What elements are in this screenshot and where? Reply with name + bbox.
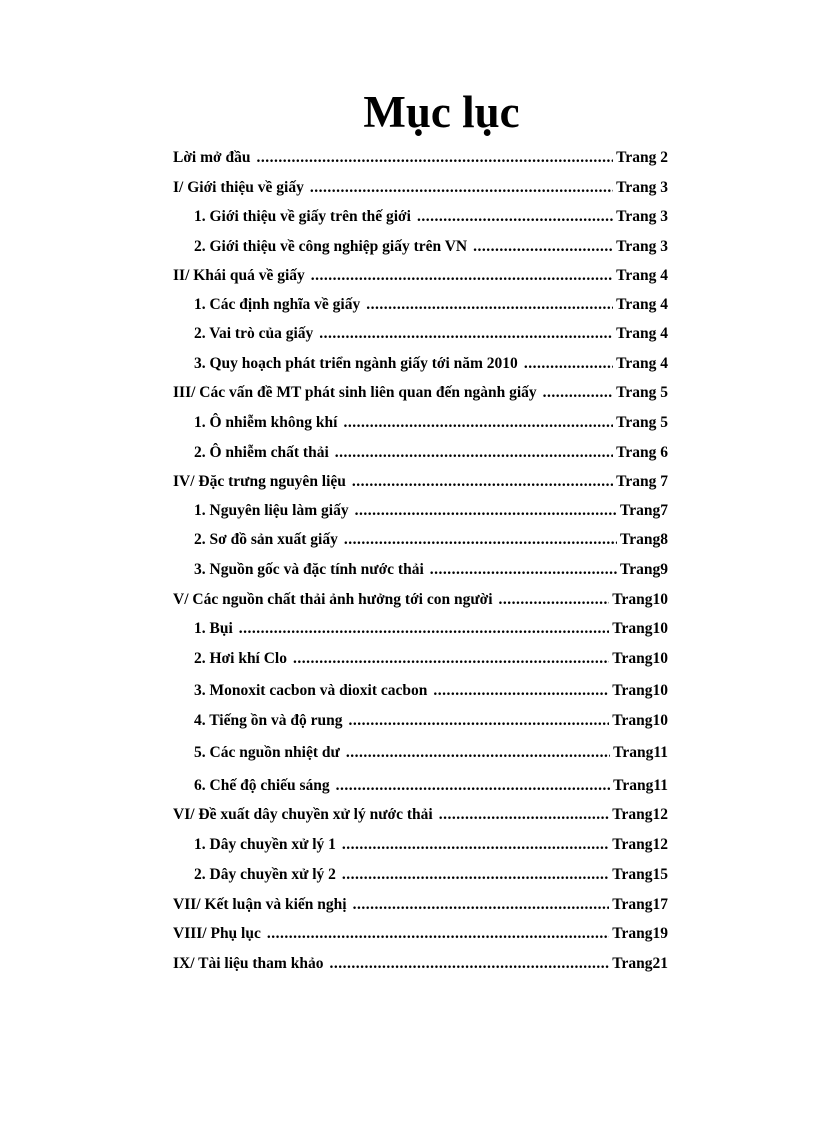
toc-dot-leader (335, 442, 613, 464)
toc-dot-leader (346, 742, 610, 764)
toc-entry (173, 471, 668, 493)
toc-entry-page: Trang 4 (616, 325, 668, 342)
toc-entry-page: Trang10 (612, 650, 668, 667)
toc-entry-page: Trang17 (612, 896, 668, 913)
toc-dot-leader (310, 177, 613, 199)
toc-entry-label: IV/ Đặc trưng nguyên liệu (173, 473, 346, 490)
toc-entry-label: Lời mở đầu (173, 149, 251, 166)
toc-entry-label: VI/ Đề xuất dây chuyền xử lý nước thải (173, 806, 433, 823)
toc-entry (173, 648, 668, 670)
toc-dot-leader (319, 323, 613, 345)
toc-entry (173, 382, 668, 404)
toc-entry-page: Trang10 (612, 620, 668, 637)
toc-entry-page: Trang 2 (616, 149, 668, 166)
toc-entry-label: 3. Monoxit cacbon và dioxit cacbon (194, 682, 428, 699)
toc-dot-leader (336, 775, 611, 797)
toc-entry-label: 2. Sơ đồ sản xuất giấy (194, 531, 338, 548)
toc-entry-label: 1. Ô nhiễm không khí (194, 414, 338, 431)
toc-entry-page: Trang12 (612, 806, 668, 823)
toc-entry-page: Trang12 (612, 836, 668, 853)
toc-entry-page: Trang 4 (616, 296, 668, 313)
toc-entry-page: Trang9 (620, 561, 668, 578)
toc-entry-label: VII/ Kết luận và kiến nghị (173, 896, 347, 913)
toc-dot-leader (430, 559, 617, 581)
toc-entry-label: 6. Chế độ chiếu sáng (194, 777, 330, 794)
toc-dot-leader (433, 680, 609, 702)
toc-dot-leader (473, 236, 613, 258)
toc-entry (173, 353, 668, 375)
toc-entry (173, 894, 668, 916)
toc-entry (173, 323, 668, 345)
toc-dot-leader (267, 923, 609, 945)
page-title: Mục lục (363, 87, 520, 137)
toc-entry-page: Trang21 (612, 955, 668, 972)
toc-dot-leader (355, 500, 617, 522)
toc-entry-page: Trang 5 (616, 414, 668, 431)
toc-entry (173, 559, 668, 581)
toc-entry-page: Trang 7 (616, 473, 668, 490)
toc-entry-label: III/ Các vấn đề MT phát sinh liên quan đến ngành giấy (173, 384, 537, 401)
toc-entry (173, 923, 668, 945)
toc-entry-label: 1. Dây chuyền xử lý 1 (194, 836, 336, 853)
toc-dot-leader (352, 471, 613, 493)
toc-entry (173, 589, 668, 611)
toc-entry (173, 236, 668, 258)
toc-dot-leader (311, 265, 613, 287)
toc-entry-label: 2. Vai trò của giấy (194, 325, 314, 342)
toc-dot-leader (524, 353, 613, 375)
toc-entry-page: Trang 3 (616, 179, 668, 196)
toc-entry (173, 775, 668, 797)
toc-entry-page: Trang19 (612, 925, 668, 942)
toc-entry (173, 147, 668, 169)
toc-entry-label: 2. Giới thiệu về công nghiệp giấy trên VN (194, 238, 468, 255)
toc-dot-leader (256, 147, 613, 169)
toc-entry-page: Trang15 (612, 866, 668, 883)
toc-entry-label: I/ Giới thiệu về giấy (173, 179, 304, 196)
toc-dot-leader (293, 648, 609, 670)
toc-entry-page: Trang7 (620, 502, 668, 519)
toc-entry (173, 442, 668, 464)
toc-entry-page: Trang 3 (616, 208, 668, 225)
toc-entry (173, 265, 668, 287)
toc-entry-label: 4. Tiếng ồn và độ rung (194, 712, 343, 729)
toc-entry (173, 500, 668, 522)
toc-entry (173, 710, 668, 732)
toc-entry (173, 804, 668, 826)
toc-entry-label: 1. Các định nghĩa về giấy (194, 296, 361, 313)
toc-entry-label: 1. Nguyên liệu làm giấy (194, 502, 349, 519)
toc-dot-leader (329, 953, 609, 975)
toc-entry-label: 5. Các nguồn nhiệt dư (194, 744, 340, 761)
toc-dot-leader (417, 206, 613, 228)
toc-dot-leader (348, 710, 609, 732)
toc-dot-leader (499, 589, 610, 611)
toc-entry-page: Trang 5 (616, 384, 668, 401)
toc-dot-leader (343, 412, 613, 434)
toc-dot-leader (342, 864, 609, 886)
toc-entry (173, 953, 668, 975)
toc-entry (173, 412, 668, 434)
toc-entry (173, 834, 668, 856)
toc-entry-page: Trang11 (613, 744, 668, 761)
toc-entry (173, 742, 668, 764)
toc-dot-leader (353, 894, 610, 916)
toc-dot-leader (344, 529, 617, 551)
toc-entry-page: Trang11 (613, 777, 668, 794)
toc-entry-label: II/ Khái quá về giấy (173, 267, 305, 284)
toc-entry-label: 3. Quy hoạch phát triển ngành giấy tới năm 2010 (194, 355, 518, 372)
toc-entry-label: IX/ Tài liệu tham khảo (173, 955, 324, 972)
toc-entry-label: 2. Ô nhiễm chất thải (194, 444, 329, 461)
toc-entry (173, 206, 668, 228)
toc-entry-page: Trang10 (612, 682, 668, 699)
toc-entry-page: Trang 4 (616, 355, 668, 372)
toc-entry (173, 618, 668, 640)
toc-entry (173, 680, 668, 702)
toc-entry-label: V/ Các nguồn chất thải ảnh hưởng tới con người (173, 591, 493, 608)
toc-dot-leader (439, 804, 610, 826)
toc-entry-page: Trang10 (612, 591, 668, 608)
toc-dot-leader (543, 382, 614, 404)
toc-entry-page: Trang8 (620, 531, 668, 548)
toc-dot-leader (366, 294, 613, 316)
toc-entry-page: Trang 4 (616, 267, 668, 284)
toc-entry (173, 177, 668, 199)
toc-entry-page: Trang10 (612, 712, 668, 729)
toc-entry-label: 1. Bụi (194, 620, 233, 637)
toc-entry-label: 2. Hơi khí Clo (194, 650, 287, 667)
toc-entry-label: 1. Giới thiệu về giấy trên thế giới (194, 208, 411, 225)
toc-entry (173, 529, 668, 551)
toc-entry-label: VIII/ Phụ lục (173, 925, 261, 942)
toc-entry-label: 3. Nguồn gốc và đặc tính nước thải (194, 561, 424, 578)
toc-dot-leader (239, 618, 610, 640)
toc-entry (173, 864, 668, 886)
toc-entry-page: Trang 3 (616, 238, 668, 255)
toc-dot-leader (342, 834, 609, 856)
toc-entry (173, 294, 668, 316)
toc-entry-label: 2. Dây chuyền xử lý 2 (194, 866, 336, 883)
toc-entry-page: Trang 6 (616, 444, 668, 461)
